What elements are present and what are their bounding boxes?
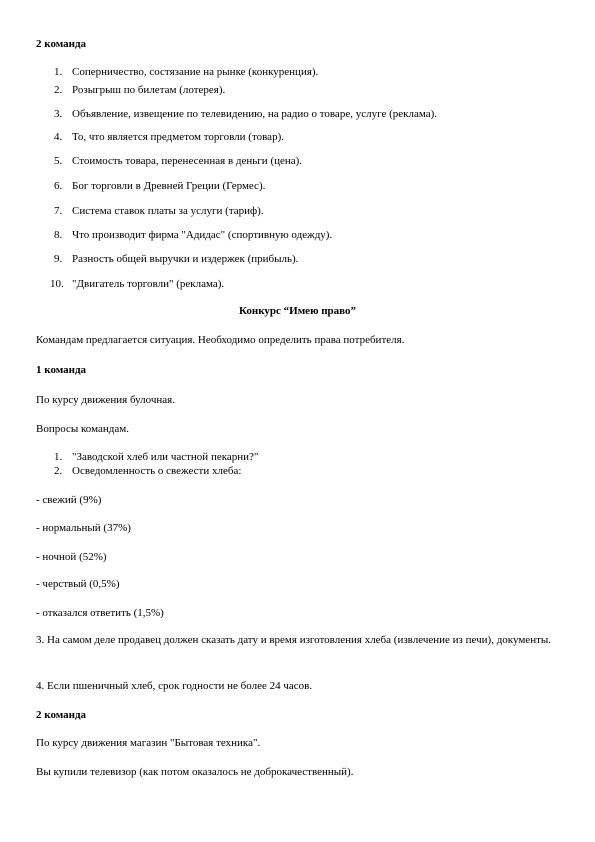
question-item: Осведомленность о свежести хлеба: [72, 465, 242, 477]
option-item: - ночной (52%) [36, 551, 107, 563]
list-item-number: 6. [54, 180, 63, 192]
answer-paragraph: 3. На самом деле продавец должен сказать дату и время изготовления хлеба (извлечение из печи), документы. [36, 634, 552, 646]
option-item: - нормальный (37%) [36, 522, 131, 534]
list-item: Что производит фирма "Адидас" (спортивную одежду). [72, 229, 333, 241]
option-item: - отказался ответить (1,5%) [36, 607, 164, 619]
contest-intro: Командам предлагается ситуация. Необходимо определить права потребителя. [36, 334, 405, 346]
list-item: "Двигатель торговли" (реклама). [72, 278, 225, 290]
list-item-number: 3. [54, 108, 63, 120]
team2-text: Вы купили телевизор (как потом оказалось не доброкачественный). [36, 766, 354, 778]
option-item: - свежий (9%) [36, 494, 102, 506]
section-heading: 2 команда [36, 38, 87, 50]
list-item-number: 2. [54, 84, 63, 96]
list-item-number: 7. [54, 205, 63, 217]
list-item: Разность общей выручки и издержек (прибыль). [72, 253, 299, 265]
list-item-number: 8. [54, 229, 63, 241]
contest-title: Конкурс “Имею право” [238, 305, 357, 317]
team1-heading: 1 команда [36, 364, 87, 376]
list-item-number: 1. [54, 66, 63, 78]
list-item: Соперничество, состязание на рынке (конкуренция). [72, 66, 319, 78]
answer-paragraph: 4. Если пшеничный хлеб, срок годности не более 24 часов. [36, 680, 313, 692]
list-item: Бог торговли в Древней Греции (Гермес). [72, 180, 266, 192]
list-item: Розыгрыш по билетам (лотерея). [72, 84, 226, 96]
list-item: Объявление, извещение по телевидению, на радио о товаре, услуге (реклама). [72, 108, 438, 120]
list-item-number: 9. [54, 253, 63, 265]
list-item: Система ставок платы за услуги (тариф). [72, 205, 264, 217]
team2-heading: 2 команда [36, 709, 87, 721]
question-number: 2. [54, 465, 63, 477]
question-item: "Заводской хлеб или частной пекарни?" [72, 451, 259, 463]
list-item: Стоимость товара, перенесенная в деньги (цена). [72, 155, 303, 167]
team1-questions-label: Вопросы командам. [36, 423, 129, 435]
team1-situation: По курсу движения булочная. [36, 394, 175, 406]
list-item-number: 5. [54, 155, 63, 167]
team2-situation: По курсу движения магазин "Бытовая техника". [36, 737, 261, 749]
option-item: - черствый (0,5%) [36, 578, 120, 590]
list-item-number: 4. [54, 131, 63, 143]
question-number: 1. [54, 451, 63, 463]
list-item: То, что является предметом торговли (товар). [72, 131, 284, 143]
list-item-number: 10. [50, 278, 64, 290]
